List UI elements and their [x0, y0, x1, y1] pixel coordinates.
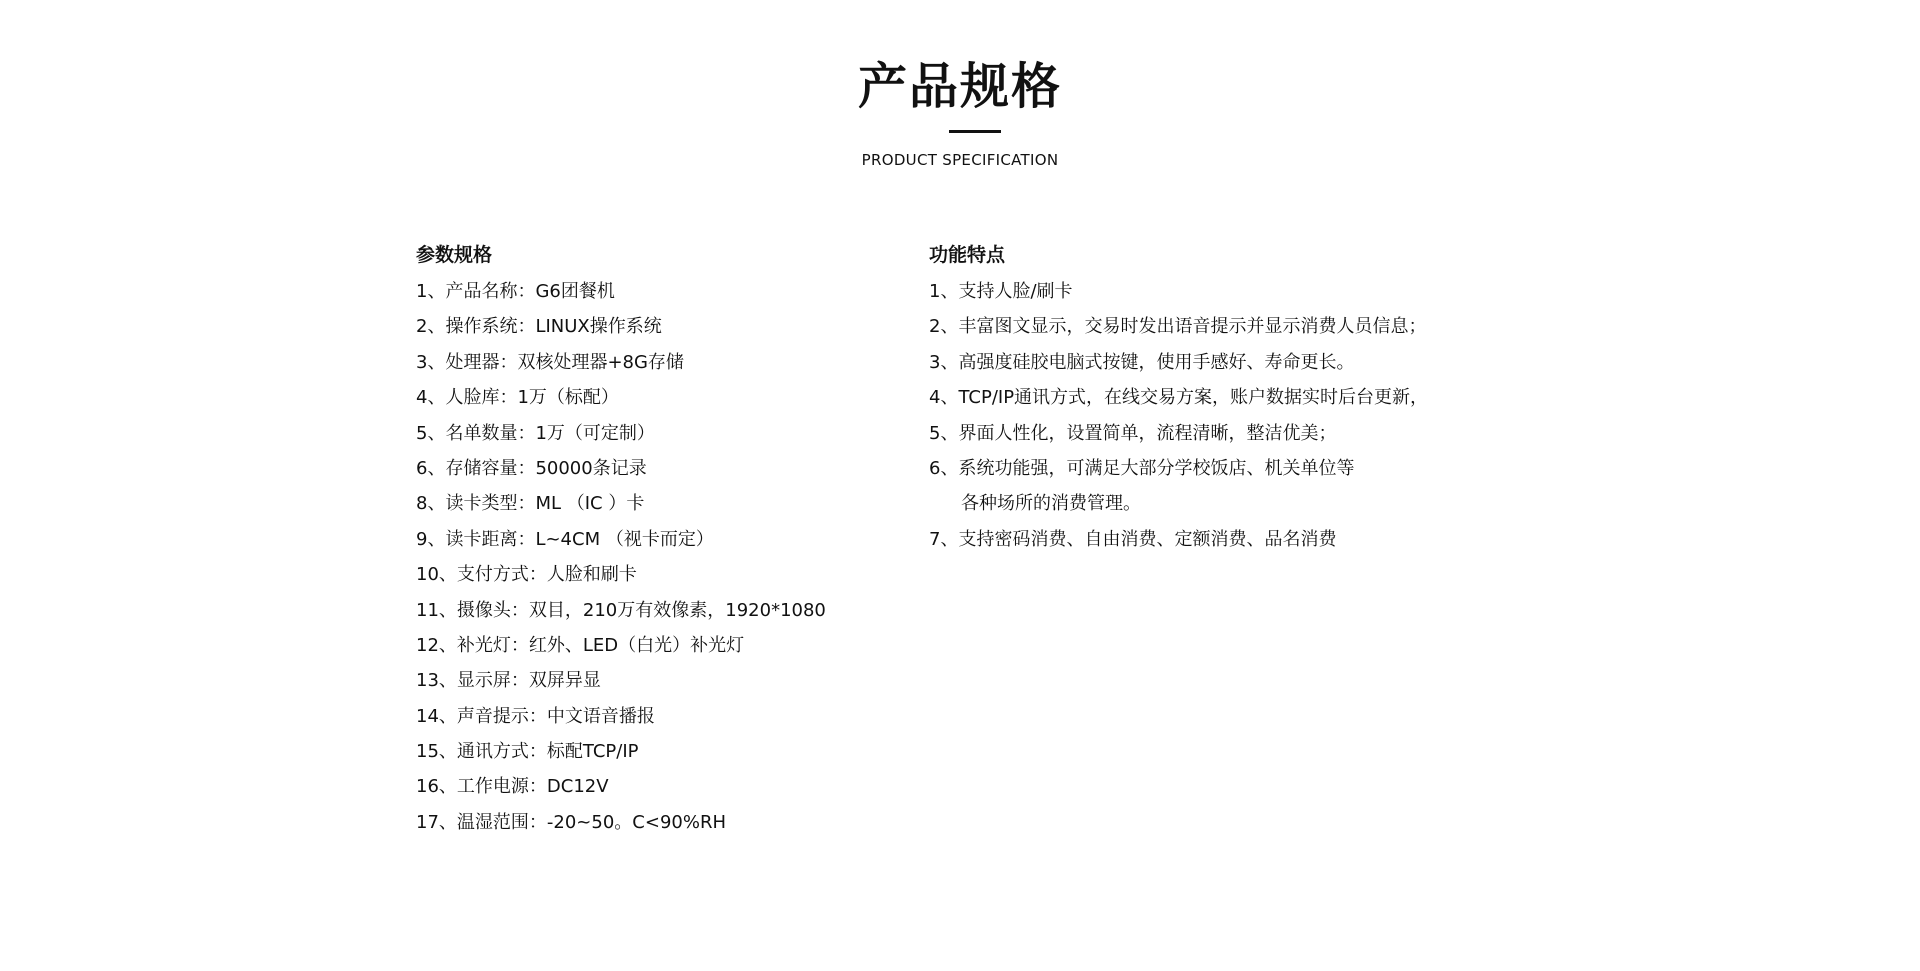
specs-column	[416, 241, 896, 840]
features-list	[929, 274, 1529, 557]
feature-item-ui: 5、界面人性化，设置简单，流程清晰，整洁优美；	[929, 422, 1337, 444]
title-divider	[949, 130, 1001, 133]
spec-item-processor: 3、处理器：双核处理器+8G存储	[416, 351, 684, 373]
spec-item-fill-light: 12、补光灯：红外、LED（白光）补光灯	[416, 634, 745, 656]
spec-item-communication: 15、通讯方式：标配TCP/IP	[416, 741, 639, 763]
specs-heading: 参数规格	[416, 244, 493, 266]
features-column	[929, 241, 1529, 557]
spec-item-power: 16、工作电源：DC12V	[416, 776, 609, 798]
feature-item-system: 6、系统功能强，可满足大部分学校饭店、机关单位等	[929, 457, 1355, 479]
spec-item-environment: 17、温湿范围：-20~50。C<90%RH	[416, 811, 726, 833]
features-heading: 功能特点	[929, 244, 1006, 266]
spec-item-storage: 6、存储容量：50000条记录	[416, 457, 647, 479]
feature-item-face-card: 1、支持人脸/刷卡	[929, 281, 1073, 302]
page-subtitle: PRODUCT SPECIFICATION	[861, 151, 1059, 169]
spec-item-card-type: 8、读卡类型：ML （IC ）卡	[416, 493, 645, 515]
spec-item-os: 2、操作系统：LINUX操作系统	[416, 316, 662, 338]
spec-item-audio: 14、声音提示：中文语音播报	[416, 705, 655, 727]
spec-item-product-name: 1、产品名称：G6团餐机	[416, 281, 615, 302]
spec-item-card-distance: 9、读卡距离：L~4CM （视卡而定）	[416, 528, 714, 550]
spec-item-camera: 11、摄像头：双目，210万有效像素，1920*1080	[416, 599, 826, 621]
feature-item-network: 4、TCP/IP通讯方式，在线交易方案，账户数据实时后台更新，	[929, 387, 1429, 409]
specs-list	[416, 274, 896, 840]
page-title: 产品规格	[857, 58, 1062, 115]
feature-item-keys: 3、高强度硅胶电脑式按键，使用手感好、寿命更长。	[929, 351, 1355, 373]
feature-item-system-cont: 各种场所的消费管理。	[961, 493, 1141, 515]
spec-item-face-library: 4、人脸库：1万（标配）	[416, 387, 619, 409]
spec-item-payment: 10、支付方式：人脸和刷卡	[416, 564, 637, 586]
spec-item-list-count: 5、名单数量：1万（可定制）	[416, 422, 655, 444]
feature-item-display: 2、丰富图文显示，交易时发出语音提示并显示消费人员信息；	[929, 316, 1427, 338]
feature-item-consumption: 7、支持密码消费、自由消费、定额消费、品名消费	[929, 528, 1337, 550]
spec-item-display: 13、显示屏：双屏异显	[416, 670, 601, 692]
